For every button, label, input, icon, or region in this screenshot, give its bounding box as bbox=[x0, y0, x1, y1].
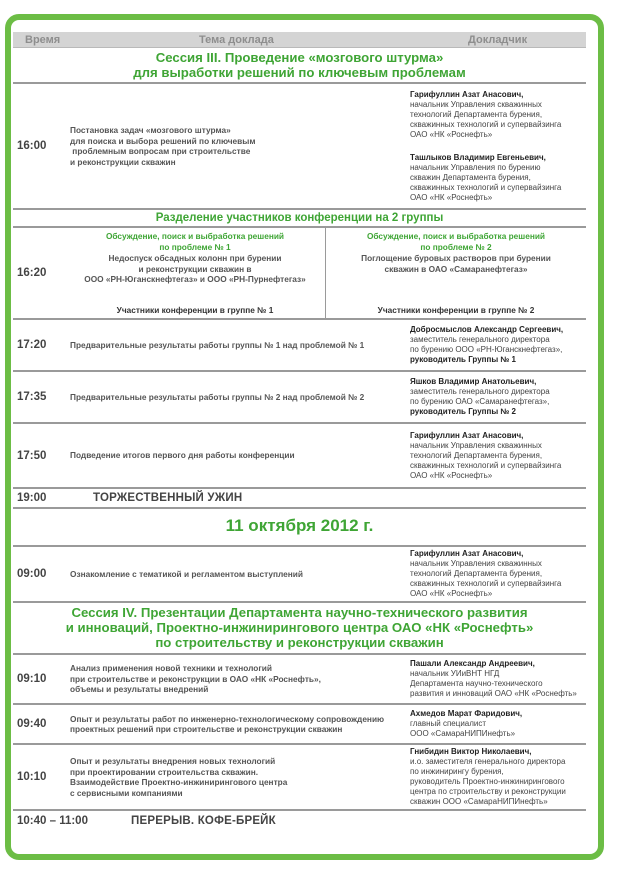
row-topic bbox=[65, 705, 408, 743]
session-4-line-2: и инноваций, Проектно-инжинирингового центра ОАО «НК «Роснефть» bbox=[65, 620, 534, 635]
topic-line: для поиска и выбора решений по ключевым bbox=[70, 135, 256, 146]
program-table bbox=[13, 32, 586, 831]
speaker-position: главный специалист bbox=[410, 719, 487, 728]
row-speaker bbox=[408, 745, 586, 809]
speaker-position: руководитель Проектно-инжинирингового bbox=[410, 777, 565, 786]
speaker-name: Ташлыков Владимир Евгеньевич, bbox=[410, 152, 546, 162]
row-speakers bbox=[408, 84, 586, 208]
groups-title-text: Разделение участников конференции на 2 группы bbox=[155, 212, 444, 224]
agenda-row-1010 bbox=[13, 745, 586, 811]
day-date bbox=[13, 509, 586, 547]
speaker bbox=[410, 90, 586, 140]
topic-line: Опыт и результаты внедрения новых технологий bbox=[70, 756, 276, 766]
topic-line: объемы и результаты внедрений bbox=[70, 684, 209, 695]
group-2 bbox=[325, 228, 586, 318]
row-time: 17:50 bbox=[17, 449, 47, 462]
table-header bbox=[13, 32, 586, 48]
topic-line: Анализ применения новой техники и технологий bbox=[70, 663, 272, 674]
speaker-position: ОАО «НК «Роснефть» bbox=[410, 129, 493, 139]
group-problem: и реконструкции скважин в bbox=[138, 263, 252, 274]
row-title: ПЕРЕРЫВ. КОФЕ-БРЕЙК bbox=[131, 815, 276, 827]
topic-line: Предварительные результаты работы группы № 1 над проблемой № 1 bbox=[70, 339, 365, 350]
group-problem: скважин в ОАО «Самаранефтегаз» bbox=[384, 263, 528, 274]
speaker-position: по бурению ООО «РН-Юганскнефтегаз», bbox=[410, 345, 563, 354]
row-topic bbox=[65, 372, 408, 422]
header-time: Время bbox=[25, 34, 61, 46]
session-4-line-1: Сессия IV. Презентации Департамента научно-технического развития bbox=[71, 605, 528, 620]
row-time: 10:10 bbox=[17, 771, 47, 783]
row-time: 10:40 – 11:00 bbox=[17, 815, 88, 827]
group-problem: Поглощение буровых растворов при бурении bbox=[361, 253, 551, 263]
speaker-position: заместитель генерального директора bbox=[410, 387, 550, 396]
header-speaker: Докладчик bbox=[468, 34, 528, 46]
speaker-position: скважин ООО «СамараНИПИнефть» bbox=[410, 797, 548, 806]
agenda-row-1735 bbox=[13, 372, 586, 424]
speaker-position: центра по строительству и реконструкции bbox=[410, 787, 566, 796]
row-time: 09:00 bbox=[17, 568, 47, 580]
speaker-position: ОАО «НК «Роснефть» bbox=[410, 589, 493, 598]
row-time: 16:20 bbox=[17, 267, 47, 279]
speaker-position: заместитель генерального директора bbox=[410, 335, 550, 344]
topic-line: проектных решений при строительстве и реконструкции скважин bbox=[70, 724, 343, 734]
agenda-row-0910 bbox=[13, 655, 586, 705]
row-time: 19:00 bbox=[17, 492, 47, 504]
topic-line: Опыт и результаты работ по инженерно-технологическому сопровождению bbox=[70, 713, 385, 724]
row-time: 17:35 bbox=[17, 391, 47, 403]
topic-line: Постановка задач «мозгового штурма» bbox=[70, 125, 231, 135]
agenda-row-1750 bbox=[13, 424, 586, 489]
group-1 bbox=[65, 228, 325, 318]
agenda-row-1040 bbox=[13, 811, 586, 831]
speaker-position: скважин Департамента бурения, bbox=[410, 172, 531, 182]
speaker-position: технологий Департамента бурения, bbox=[410, 450, 543, 460]
group-participants: Участники конференции в группе № 2 bbox=[377, 304, 535, 315]
row-speaker bbox=[408, 320, 586, 370]
speaker-name: Яшков Владимир Анатольевич, bbox=[410, 377, 537, 386]
session-4-title bbox=[13, 603, 586, 655]
speaker-position: по бурению ОАО «Самаранефтегаз», bbox=[410, 397, 550, 406]
row-topic bbox=[65, 424, 408, 487]
speaker-name: Ахмедов Марат Фаридович, bbox=[410, 709, 523, 718]
speaker-position: скважинных технологий и супервайзинга bbox=[410, 460, 562, 470]
agenda-row-1900 bbox=[13, 489, 586, 509]
row-speaker bbox=[408, 655, 586, 703]
speaker-position: начальник Управления по бурению bbox=[410, 162, 541, 172]
day-date-text: 11 октября 2012 г. bbox=[225, 516, 374, 535]
group-problem: Недоспуск обсадных колонн при бурении bbox=[108, 253, 282, 263]
row-topic bbox=[65, 745, 408, 809]
speaker-position: технологий Департамента бурения, bbox=[410, 569, 543, 578]
speaker bbox=[410, 153, 586, 203]
row-title: ТОРЖЕСТВЕННЫЙ УЖИН bbox=[93, 492, 243, 504]
speaker-position: и.о. заместителя генерального директора bbox=[410, 757, 566, 766]
agenda-row-0940 bbox=[13, 705, 586, 745]
topic-line: Предварительные результаты работы группы № 2 над проблемой № 2 bbox=[70, 391, 365, 402]
topic-line: с сервисными компаниями bbox=[70, 787, 183, 798]
groups-title bbox=[13, 210, 586, 228]
row-topic bbox=[65, 84, 408, 208]
speaker-name: Гарифуллин Азат Анасович, bbox=[410, 549, 524, 558]
speaker-name: Гарифуллин Азат Анасович, bbox=[410, 430, 524, 440]
speaker-name: Гнибидин Виктор Николаевич, bbox=[410, 747, 532, 756]
row-topic bbox=[65, 547, 408, 601]
topic-line: при строительстве и реконструкции в ОАО «НК «Роснефть», bbox=[70, 673, 321, 684]
row-speaker bbox=[408, 705, 586, 743]
speaker-position: начальник Управления скважинных bbox=[410, 559, 542, 568]
group-title: Обсуждение, поиск и выбработка решений bbox=[105, 231, 285, 241]
speaker-position: начальник Управления скважинных bbox=[410, 440, 542, 450]
speaker-role: руководитель Группы № 2 bbox=[410, 407, 516, 416]
topic-line: Ознакомление с тематикой и регламентом выступлений bbox=[70, 568, 303, 579]
row-speaker bbox=[408, 424, 586, 487]
speaker-position: скважинных технологий и супервайзинга bbox=[410, 579, 562, 588]
agenda-row-1600 bbox=[13, 84, 586, 210]
row-topic bbox=[65, 320, 408, 370]
row-time: 17:20 bbox=[17, 339, 47, 351]
speaker-role: руководитель Группы № 1 bbox=[410, 355, 516, 364]
row-topic bbox=[65, 655, 408, 703]
speaker-name: Пашали Александр Андреевич, bbox=[410, 659, 535, 668]
speaker-position: ОАО «НК «Роснефть» bbox=[410, 192, 493, 202]
agenda-row-0900 bbox=[13, 547, 586, 603]
row-speaker bbox=[408, 372, 586, 422]
group-title: Обсуждение, поиск и выбработка решений bbox=[366, 231, 546, 241]
row-time: 16:00 bbox=[17, 140, 47, 152]
header-topic: Тема доклада bbox=[199, 34, 274, 46]
topic-line: Взаимодействие Проектно-инжинирингового центра bbox=[70, 777, 288, 787]
row-time: 09:10 bbox=[17, 673, 47, 685]
session-3-line-2: для выработки решений по ключевым проблемам bbox=[133, 65, 466, 80]
session-3-line-1: Сессия III. Проведение «мозгового штурма» bbox=[155, 50, 444, 65]
agenda-row-1620 bbox=[13, 228, 586, 320]
speaker-position: развития и инноваций ОАО «НК «Роснефть» bbox=[410, 689, 577, 698]
session-4-line-3: по строительству и реконструкции скважин bbox=[155, 635, 444, 650]
speaker-name: Гарифуллин Азат Анасович, bbox=[410, 89, 524, 99]
speaker-position: скважинных технологий и супервайзинга bbox=[410, 182, 562, 192]
speaker-position: начальник УИиВНТ НГД bbox=[410, 669, 500, 678]
speaker-position: Департамента научно-технического bbox=[410, 679, 543, 688]
speaker-name: Добросмыслов Александр Сергеевич, bbox=[410, 325, 564, 334]
topic-line: Подведение итогов первого дня работы конференции bbox=[70, 450, 295, 461]
topic-line: проблемным вопросам при строительстве bbox=[70, 146, 251, 156]
group-title: по проблеме № 2 bbox=[420, 241, 492, 252]
speaker-position: технологий Департамента бурения, bbox=[410, 109, 543, 119]
group-participants: Участники конференции в группе № 1 bbox=[116, 304, 274, 315]
group-problem: ООО «РН-Юганскнефтегаз» и ООО «РН-Пурнефтегаз» bbox=[84, 274, 306, 284]
row-speaker bbox=[408, 547, 586, 601]
agenda-row-1720 bbox=[13, 320, 586, 372]
speaker-position: начальник Управления скважинных bbox=[410, 99, 542, 109]
topic-line: и реконструкции скважин bbox=[70, 156, 176, 167]
speaker-position: по инжинирингу бурения, bbox=[410, 767, 504, 776]
topic-line: при проектировании строительства скважин. bbox=[70, 766, 259, 777]
session-3-title bbox=[13, 48, 586, 84]
group-title: по проблеме № 1 bbox=[159, 241, 231, 252]
row-time: 09:40 bbox=[17, 718, 47, 730]
speaker-position: ОАО «НК «Роснефть» bbox=[410, 470, 493, 480]
speaker-position: скважинных технологий и супервайзинга bbox=[410, 119, 562, 129]
speaker-position: ООО «СамараНИПИнефть» bbox=[410, 729, 516, 738]
